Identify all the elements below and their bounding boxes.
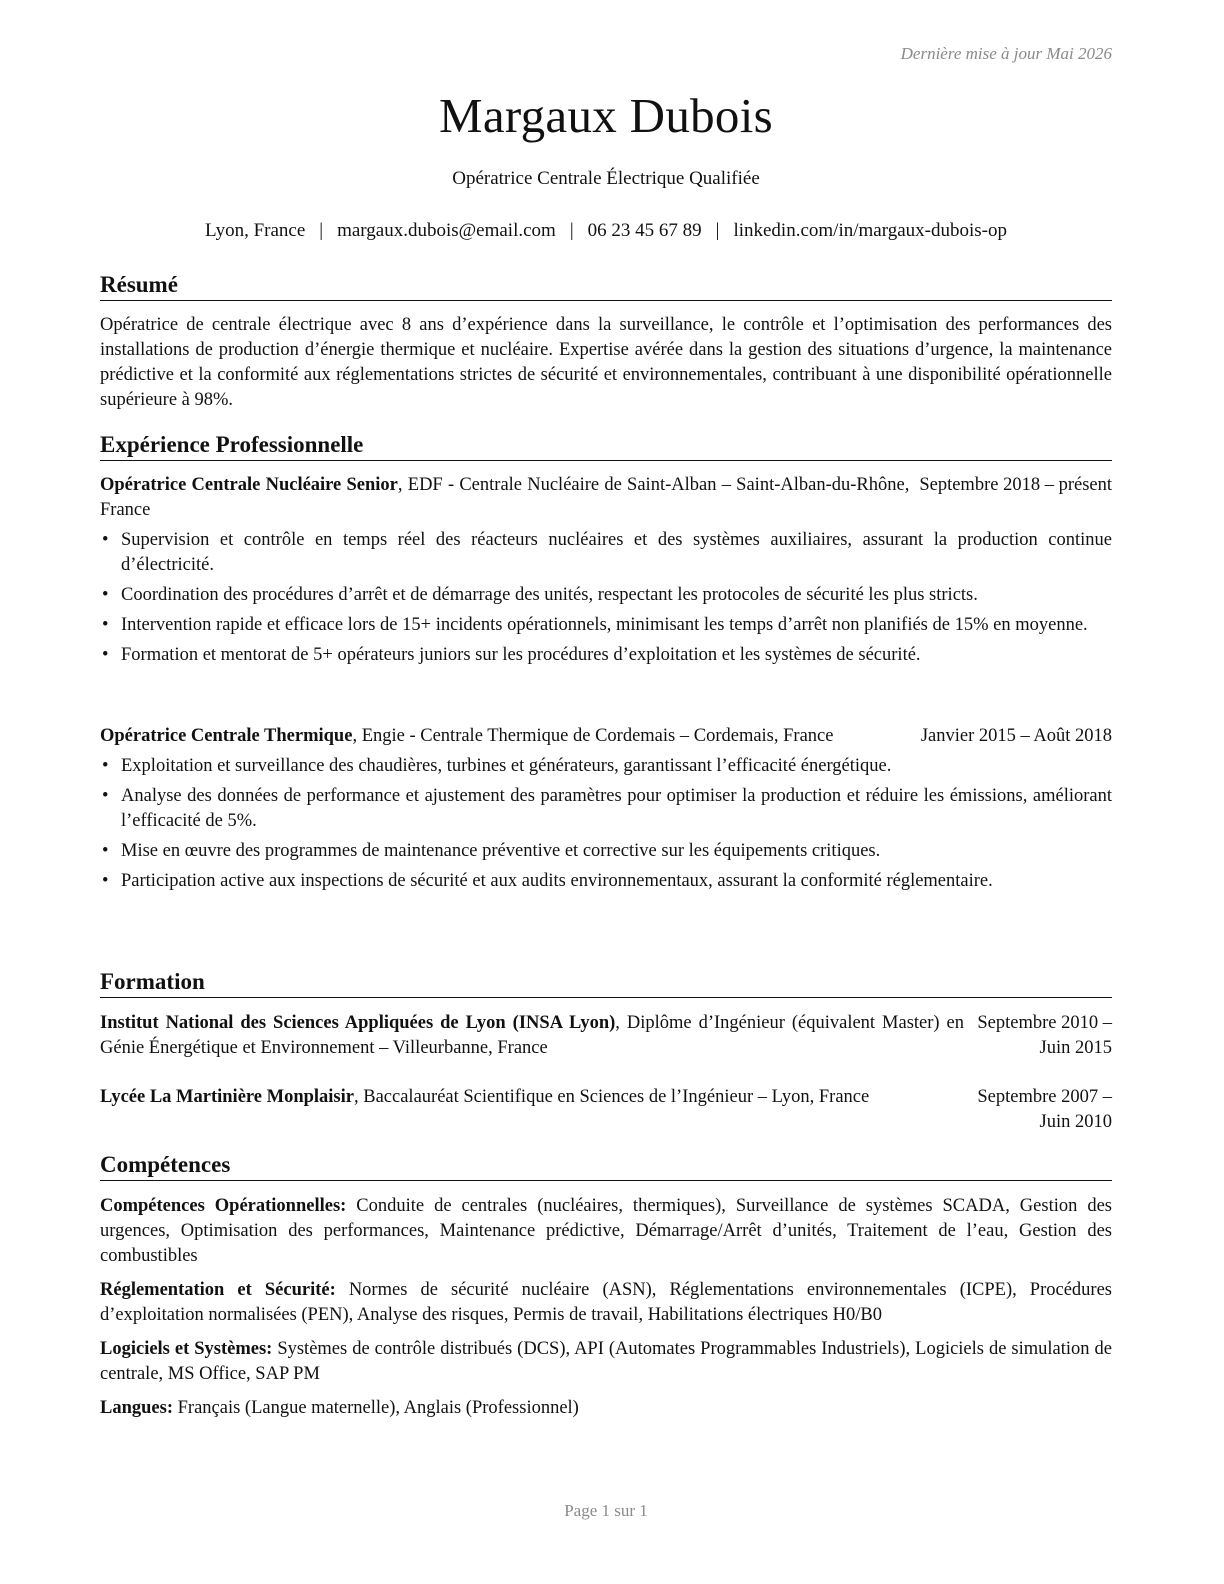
skill-text: Français (Langue maternelle), Anglais (Professionnel) — [173, 1398, 579, 1418]
contact-line — [100, 219, 1112, 243]
skill-group — [100, 1194, 1112, 1269]
list-item: • Mise en œuvre des programmes de maintenance préventive et corrective sur les équipements critiques. — [100, 839, 1112, 864]
job-header — [100, 473, 1112, 523]
list-item: • Supervision et contrôle en temps réel des réacteurs nucléaires et des systèmes auxiliaires, assurant la production continue d’électricité. — [100, 528, 1112, 578]
skill-text: Conduite de centrales (nucléaires, thermiques), Surveillance de systèmes SCADA, Gestion des urgences, Optimisation des performances, Maintenance prédictive, Démarrage/Arrêt d’unités, Traitement de l’eau, Gestion des combustibles — [100, 1196, 1112, 1266]
list-item: • Exploitation et surveillance des chaudières, turbines et générateurs, garantissant l’efficacité énergétique. — [100, 754, 1112, 779]
skill-label: Compétences Opérationnelles: — [100, 1196, 347, 1216]
separator: | — [715, 220, 720, 241]
job-dates: Janvier 2015 – Août 2018 — [920, 726, 1112, 746]
job-header — [100, 724, 1112, 749]
list-item: • Formation et mentorat de 5+ opérateurs juniors sur les procédures d’exploitation et les systèmes de sécurité. — [100, 643, 1112, 668]
job-org: , Engie - Centrale Thermique de Cordemais – Cordemais, France — [352, 726, 834, 746]
job-dates: Septembre 2018 – présent — [919, 475, 1112, 495]
section-title-education: Formation — [100, 967, 1112, 998]
skill-group — [100, 1278, 1112, 1328]
page-number: Page 1 sur 1 — [564, 1501, 648, 1520]
job-entry — [100, 724, 1112, 894]
candidate-name: Margaux Dubois — [438, 88, 774, 143]
degree-detail: , Baccalauréat Scientifique en Sciences de l’Ingénieur – Lyon, France — [354, 1087, 870, 1107]
list-item: • Coordination des procédures d’arrêt et de démarrage des unités, respectant les protocoles de sécurité les plus stricts. — [100, 583, 1112, 608]
section-title-experience: Expérience Professionnelle — [100, 430, 1112, 461]
summary-text: Opératrice de centrale électrique avec 8 ans d’expérience dans la surveillance, le contrôle et l’optimisation des performances des installations de production d’énergie thermique et nucléaire. Expertise avérée dans la gestion des situations d’urgence, la maintenance prédictive et la conformité aux réglementations strictes de sécurité et environnementales, contribuant à une disponibilité opérationnelle supérieure à 98%. — [100, 315, 1112, 410]
job-role: Opératrice Centrale Thermique — [100, 726, 353, 746]
list-item: • Analyse des données de performance et ajustement des paramètres pour optimiser la production et réduire les émissions, améliorant l’efficacité de 5%. — [100, 784, 1112, 834]
contact-email[interactable]: margaux.dubois@email.com — [337, 220, 556, 241]
skill-label: Réglementation et Sécurité: — [100, 1280, 336, 1300]
education-entry — [100, 1085, 1112, 1135]
skill-group — [100, 1337, 1112, 1387]
skills-list — [100, 1194, 1112, 1430]
skill-label: Logiciels et Systèmes: — [100, 1339, 273, 1359]
job-title: Opératrice Centrale Électrique Qualifiée — [452, 168, 760, 189]
contact-phone: 06 23 45 67 89 — [587, 220, 702, 241]
last-updated: Dernière mise à jour Mai 2026 — [900, 44, 1112, 63]
resume-page — [100, 0, 1112, 1584]
job-bullets — [100, 754, 1112, 894]
section-title-summary: Résumé — [100, 270, 1112, 301]
separator: | — [319, 220, 324, 241]
school-name: Institut National des Sciences Appliquées de Lyon (INSA Lyon) — [100, 1013, 616, 1033]
school-name: Lycée La Martinière Monplaisir — [100, 1087, 354, 1107]
job-org: , EDF - Centrale Nucléaire de Saint-Alban – Saint-Alban-du-Rhône, France — [100, 475, 910, 520]
separator: | — [569, 220, 574, 241]
degree-detail: , Diplôme d’Ingénieur (équivalent Master) en Génie Énergétique et Environnement – Villeurbanne, France — [100, 1013, 964, 1058]
job-bullets — [100, 528, 1112, 668]
skill-label: Langues: — [100, 1398, 173, 1418]
list-item: • Participation active aux inspections de sécurité et aux audits environnementaux, assurant la conformité réglementaire. — [100, 869, 1112, 894]
education-dates: Septembre 2010 – Juin 2015 — [977, 1013, 1112, 1058]
skill-group — [100, 1396, 1112, 1421]
education-dates: Septembre 2007 – Juin 2010 — [977, 1087, 1112, 1132]
section-title-skills: Compétences — [100, 1150, 1112, 1181]
skill-text: Systèmes de contrôle distribués (DCS), API (Automates Programmables Industriels), Logiciels de simulation de centrale, MS Office, SAP PM — [100, 1339, 1112, 1384]
job-role: Opératrice Centrale Nucléaire Senior — [100, 475, 398, 495]
contact-linkedin[interactable]: linkedin.com/in/margaux-dubois-op — [733, 220, 1007, 241]
job-entry — [100, 473, 1112, 668]
skill-text: Normes de sécurité nucléaire (ASN), Réglementations environnementales (ICPE), Procédures d’exploitation normalisées (PEN), Analyse des risques, Permis de travail, Habilitations électriques H0/B0 — [100, 1280, 1112, 1325]
education-entry — [100, 1011, 1112, 1061]
list-item: • Intervention rapide et efficace lors de 15+ incidents opérationnels, minimisant les temps d’arrêt non planifiés de 15% en moyenne. — [100, 613, 1112, 638]
contact-location: Lyon, France — [205, 220, 306, 241]
